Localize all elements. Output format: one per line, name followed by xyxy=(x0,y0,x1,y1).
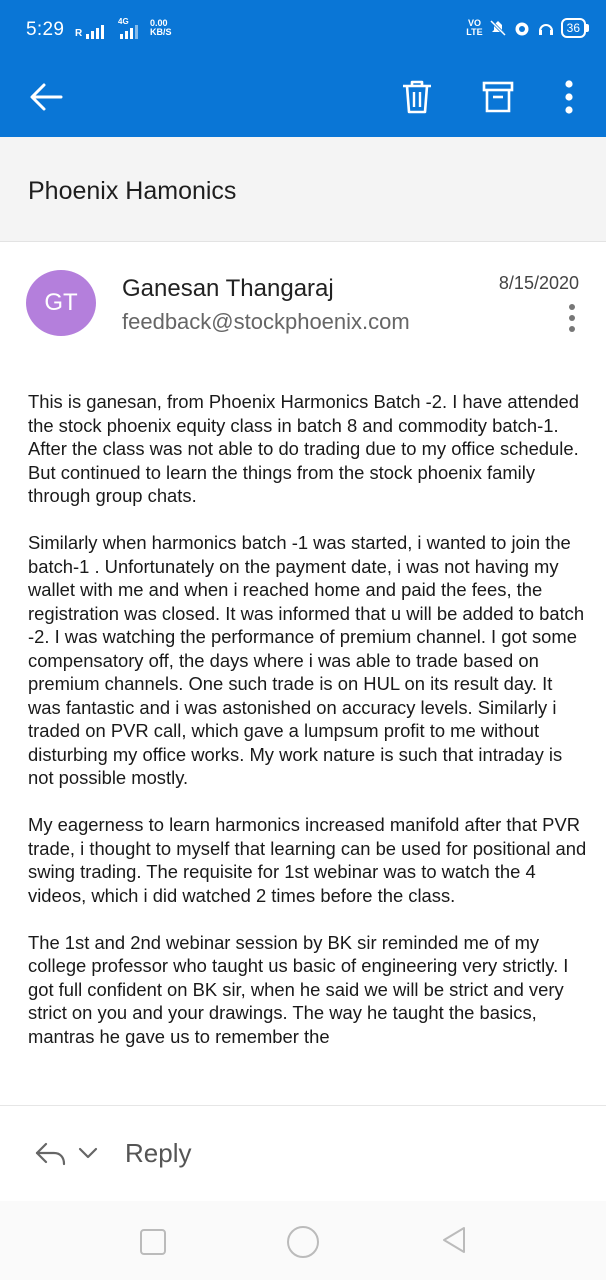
status-bar: 5:29 R 4G 0.00 KB/S VO LTE 36 xyxy=(0,0,606,60)
battery-icon: 36 xyxy=(561,18,586,38)
subject-header xyxy=(0,137,606,242)
volte-icon: VO LTE xyxy=(466,18,483,37)
body-paragraph: Similarly when harmonics batch -1 was started, i wanted to join the batch-1 . Unfortunately on the payment date, i was not having my wallet with me and when i reached home and paid the fees, the registration was closed. It was informed that u will be added to batch -2. I was watching the performance of premium channel. I got some compensatory off, the days where i was able to trade based on premium channels. One such trade is on HUL on its result day. It was fantastic and i was astonished on accuracy levels. Similarly i traded on PVR call, which gave a lumpsum profit to me without disturbing my office works. My work nature is such that intraday is not possible mostly. xyxy=(28,532,585,788)
more-options-button[interactable] xyxy=(545,73,593,121)
headphones-icon xyxy=(537,19,555,37)
email-body-text xyxy=(28,390,588,1072)
network-speed: 0.00 KB/S xyxy=(150,18,172,37)
sender-email[interactable]: feedback@stockphoenix.com xyxy=(122,309,410,334)
email-subject: Phoenix Hamonics xyxy=(28,177,237,205)
trash-icon xyxy=(401,79,433,115)
email-body xyxy=(0,390,606,1104)
reply-icon[interactable] xyxy=(34,1141,68,1167)
email-date: 8/15/2020 xyxy=(498,273,579,293)
mute-icon xyxy=(489,19,507,37)
nav-back-icon[interactable] xyxy=(440,1225,468,1255)
signal-icon: R xyxy=(75,25,104,39)
body-paragraph: My eagerness to learn harmonics increased manifold after that PVR trade, i thought to myself that learning can be used for positional and swing trading. The requisite for 1st webinar was to watch the 4 videos, which i did watched 2 times before the class. xyxy=(28,814,587,906)
archive-button[interactable] xyxy=(474,73,522,121)
back-button[interactable] xyxy=(22,73,70,121)
status-icons xyxy=(466,18,586,38)
delete-button[interactable] xyxy=(393,73,441,121)
app-bar xyxy=(0,60,606,137)
archive-icon xyxy=(482,80,514,114)
status-time: 5:29 xyxy=(26,19,65,40)
sender-name[interactable]: Ganesan Thangaraj xyxy=(122,275,334,302)
reply-bar xyxy=(0,1106,606,1201)
arrow-left-icon xyxy=(29,82,63,112)
recents-button[interactable] xyxy=(140,1229,166,1255)
top-bar xyxy=(0,0,606,137)
alarm-icon xyxy=(513,19,531,37)
home-button[interactable] xyxy=(287,1226,319,1258)
more-vertical-icon xyxy=(564,80,574,114)
body-paragraph: The 1st and 2nd webinar session by BK sir reminded me of my college professor who taught us basic of engineering very strictly. I got full confident on BK sir, when he said we will be strict and very strict on you and your drawings. The way he taught the basics, mantras he gave us to remember the xyxy=(28,931,569,1047)
system-nav-bar xyxy=(0,1201,606,1280)
body-paragraph: This is ganesan, from Phoenix Harmonics Batch -2. I have attended the stock phoenix equity class in batch 8 and commodity batch-1. After the class was not able to do trading due to my office schedule. But continued to learn the things from the stock phoenix family through group chats. xyxy=(28,391,579,506)
more-vertical-icon xyxy=(568,303,576,333)
reply-button[interactable]: Reply xyxy=(125,1138,192,1168)
avatar[interactable]: GT xyxy=(26,270,96,336)
message-more-button[interactable] xyxy=(560,300,584,336)
chevron-down-icon[interactable] xyxy=(77,1145,99,1161)
